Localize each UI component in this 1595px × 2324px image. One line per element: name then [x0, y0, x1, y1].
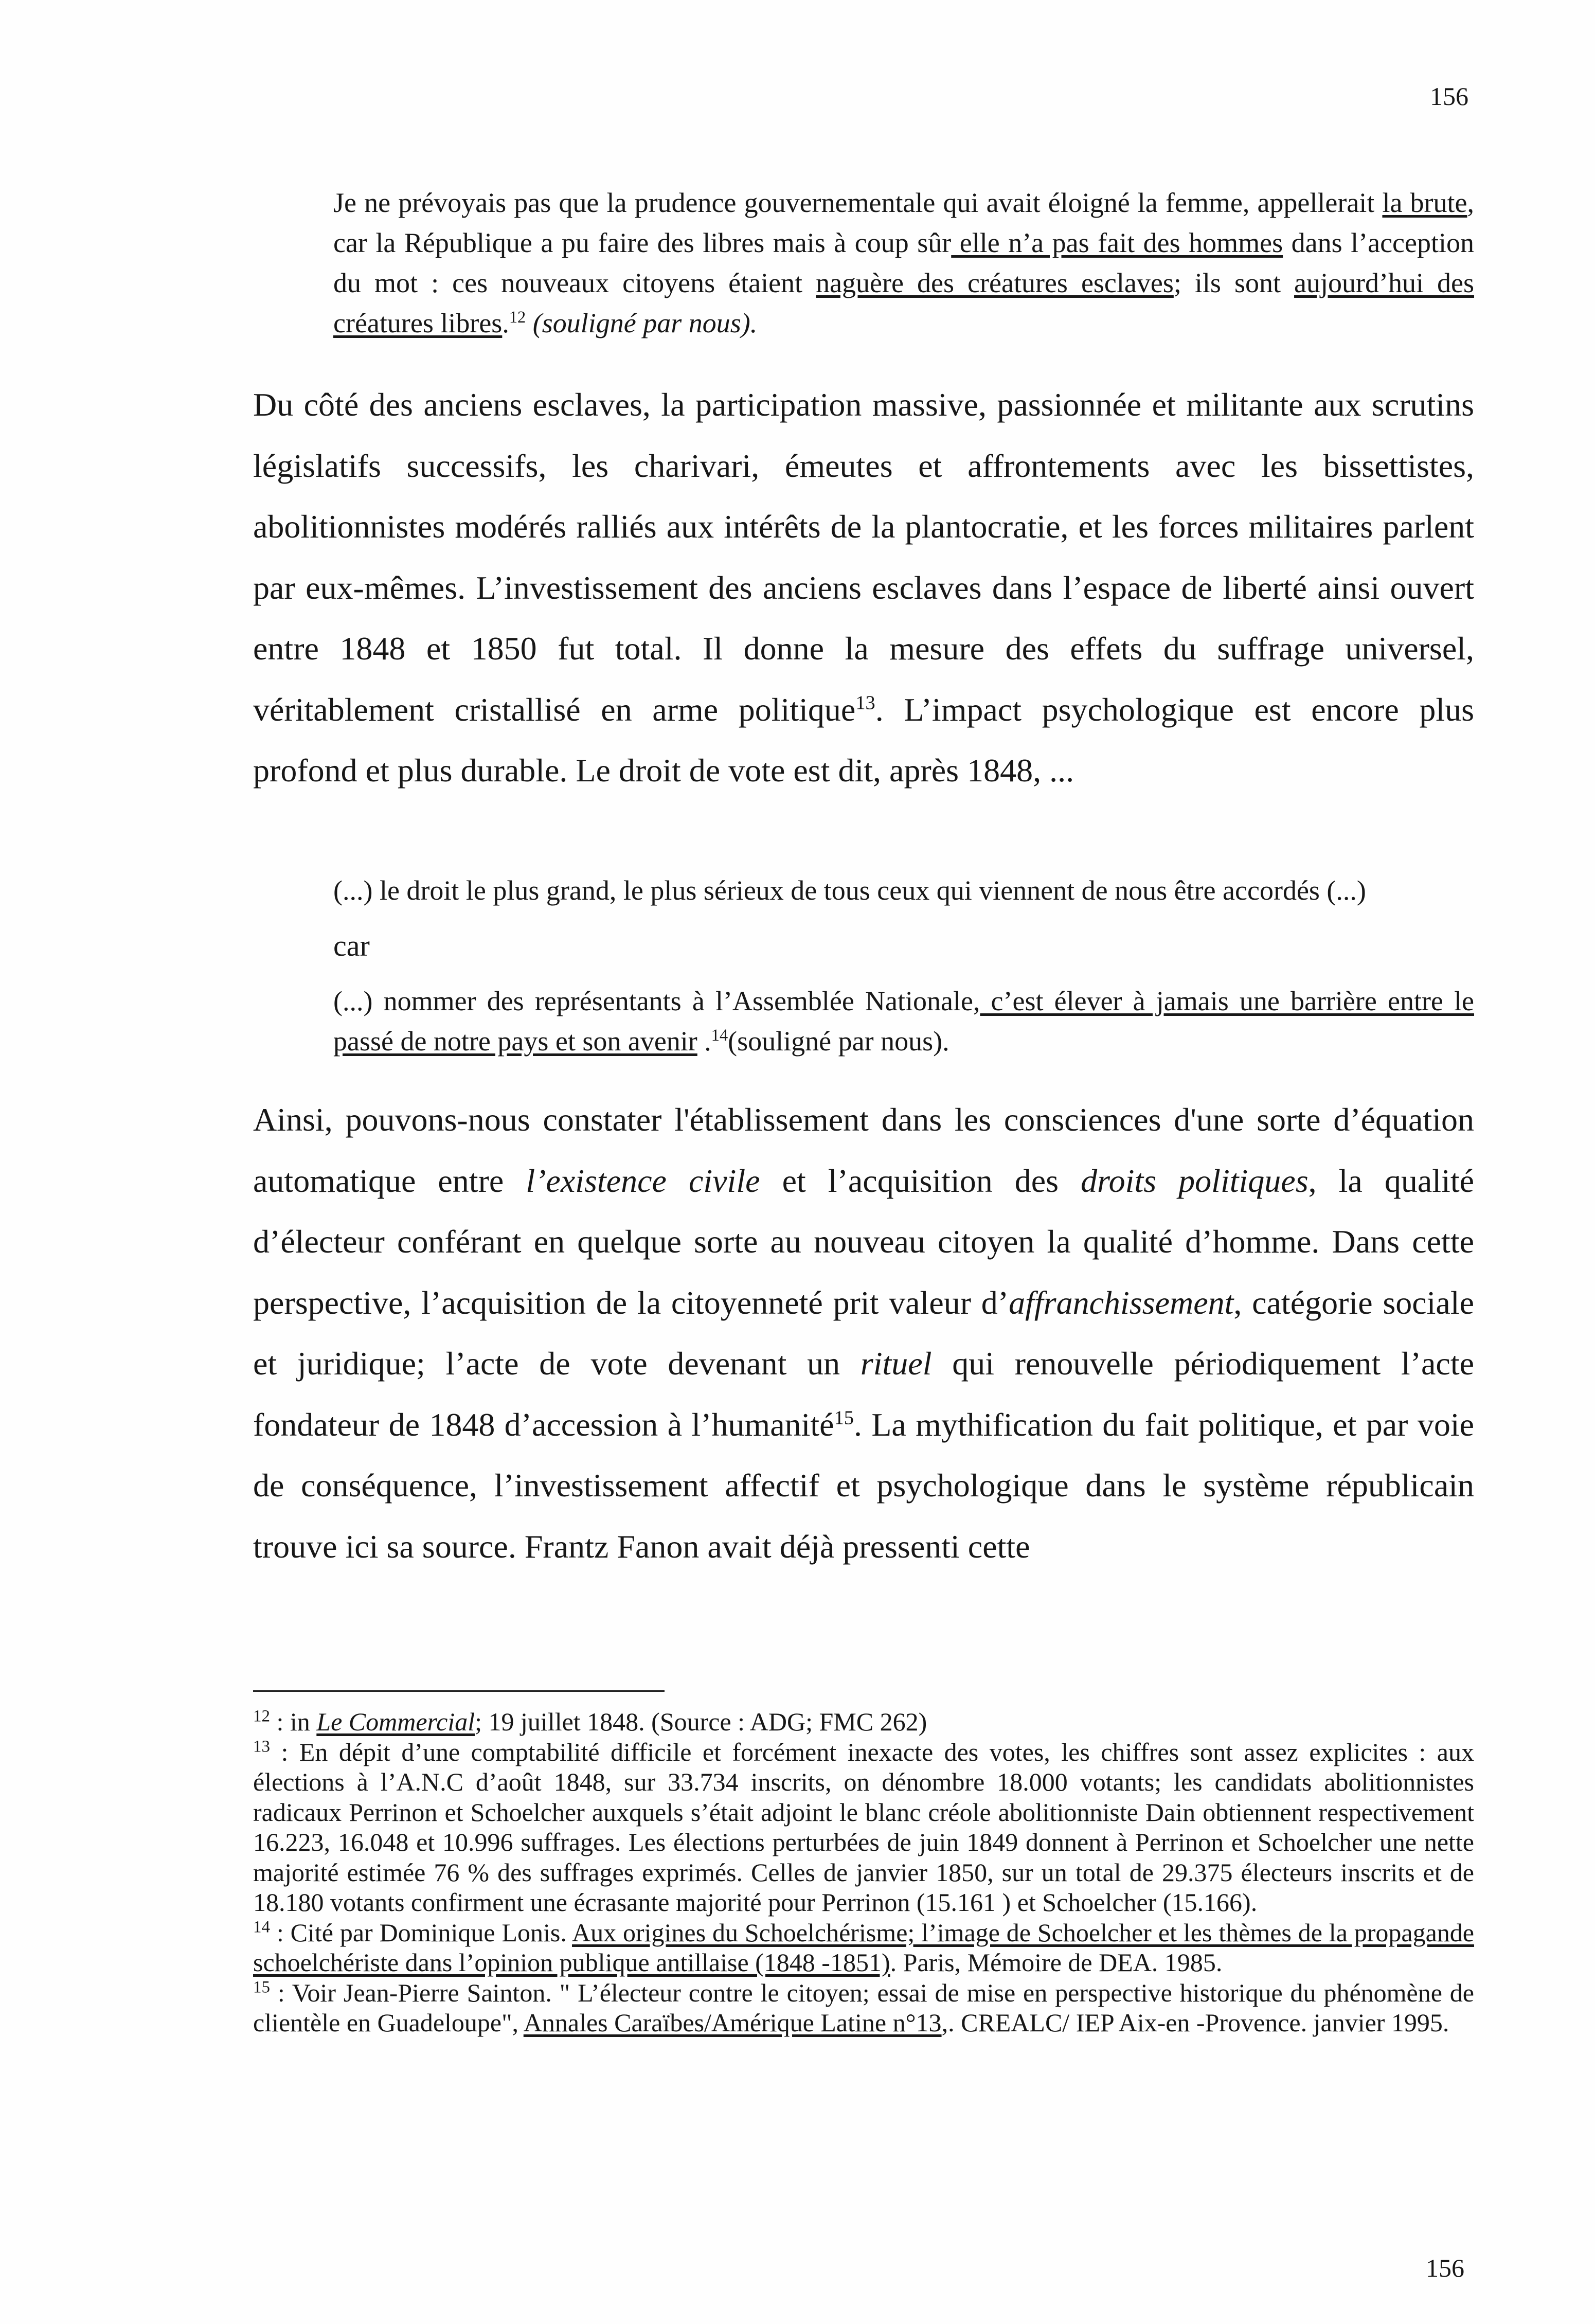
quote1-underline: elle n’a pas fait des hommes: [951, 227, 1283, 258]
italic-term: droits politiques: [1081, 1162, 1309, 1199]
footnote-source-title: Aux origines du Schoelchérisme; l’image de Schoelcher et les thèmes de la propagande schoelchériste dans l’opinion publique antillaise (1848 -1851): [253, 1918, 1475, 1977]
quote2-attribution: (souligné par nous).: [728, 1026, 949, 1057]
paragraph-text: Du côté des anciens esclaves, la participation massive, passionnée et militante aux scrutins législatifs successifs, les charivari, émeutes et affrontements avec les bissettistes, abolitionnistes modérés ralliés aux intérêts de la plantocratie, et les forces militaires parlent par eux-mêmes. L’investissement des anciens esclaves dans l’espace de liberté ainsi ouvert entre 1848 et 1850 fut total. Il donne la mesure des effets du suffrage universel, véritablement cristallisé en arme politique: [253, 386, 1474, 728]
quote2-connector: car: [333, 929, 370, 962]
page-number-bottom: 156: [1426, 2254, 1464, 2282]
quote2-text: .: [697, 1026, 711, 1057]
footnote-number: 15: [253, 1977, 270, 1996]
italic-term: l’existence civile: [526, 1162, 760, 1199]
quote1-text: [526, 308, 533, 338]
body-paragraph-1: [253, 374, 1474, 801]
quote1-text: , car la République a pu faire des libres mais à coup sûr: [333, 187, 1474, 258]
footnote-text: ,. CREALC/ IEP Aix-en -Provence. janvier 1995.: [941, 2008, 1449, 2037]
footnote-source-title: Le Commercial: [316, 1707, 475, 1736]
footnote-text: : Voir Jean-Pierre Sainton. " L’électeur contre le citoyen; essai de mise en perspective historique du phénomène de clientèle en Guadeloupe",: [253, 1978, 1474, 2037]
paragraph-text: , catégorie sociale et juridique; l’acte de vote devenant un: [253, 1284, 1475, 1382]
quote1-text: Je ne prévoyais pas que la prudence gouvernementale qui avait éloigné la femme, appellerait: [333, 187, 1383, 218]
footnote-text: . Paris, Mémoire de DEA. 1985.: [890, 1948, 1223, 1977]
footnote-divider: [253, 1690, 665, 1692]
footnote-ref-12[interactable]: 12: [509, 308, 526, 327]
footnote-13: [253, 1737, 1474, 1918]
footnote-number: 13: [253, 1737, 270, 1756]
footnote-12: [253, 1707, 1474, 1737]
paragraph-text: qui renouvelle périodiquement l’acte fondateur de 1848 d’accession à l’humanité: [253, 1345, 1475, 1443]
footnote-15: [253, 1978, 1474, 2038]
footnotes: [253, 1707, 1474, 2038]
footnote-14: [253, 1918, 1474, 1978]
italic-term: affranchissement: [1009, 1284, 1234, 1321]
quote2-line-2: [333, 981, 1474, 1061]
footnote-number: 14: [253, 1917, 270, 1936]
quote1-underline: la brute: [1382, 187, 1467, 218]
quote2-text: (...) nommer des représentants à l’Assemblée Nationale,: [333, 986, 980, 1016]
block-quote-1: [333, 183, 1474, 343]
paragraph-text: , la qualité d’électeur conférant en quelque sorte au nouveau citoyen la qualité d’homme. Dans cette perspective, l’acquisition de la citoyenneté prit valeur d’: [253, 1162, 1475, 1321]
italic-term: rituel: [860, 1345, 932, 1382]
footnote-number: 12: [253, 1707, 270, 1726]
paragraph-text: . L’impact psychologique est encore plus profond et plus durable. Le droit de vote est dit, après 1848, ...: [253, 691, 1475, 789]
footnote-text: : Cité par Dominique Lonis.: [270, 1918, 572, 1947]
paragraph-text: . La mythification du fait politique, et par voie de conséquence, l’investissement affectif et psychologique dans le système républicain trouve ici sa source. Frantz Fanon avait déjà pressenti cette: [253, 1406, 1475, 1565]
quote1-text: .: [502, 308, 509, 338]
quote1-attribution: (souligné par nous).: [532, 308, 758, 338]
quote2-underline: c’est élever à jamais une barrière entre le passé de notre pays et son avenir: [333, 986, 1475, 1057]
footnote-text: ; 19 juillet 1848. (Source : ADG; FMC 262): [475, 1707, 927, 1736]
footnote-source-title: Annales Caraïbes/Amérique Latine n°13: [523, 2008, 942, 2037]
footnote-ref-15[interactable]: 15: [834, 1407, 854, 1429]
page-number-top: 156: [1430, 82, 1468, 111]
quote2-line-1: (...) le droit le plus grand, le plus sérieux de tous ceux qui viennent de nous être accordés (...): [333, 875, 1366, 906]
footnote-ref-14[interactable]: 14: [711, 1026, 728, 1045]
quote1-text: ; ils sont: [1173, 267, 1295, 298]
quote1-underline: aujourd’hui des créatures libres: [333, 267, 1475, 338]
quote1-text: dans l’acception du mot : ces nouveaux citoyens étaient: [333, 227, 1474, 298]
paragraph-text: et l’acquisition des: [760, 1162, 1081, 1199]
quote1-underline: naguère des créatures esclaves: [816, 267, 1174, 298]
footnote-text: : in: [270, 1707, 317, 1736]
body-paragraph-2: [253, 1089, 1474, 1577]
footnote-ref-13[interactable]: 13: [855, 692, 875, 714]
footnote-text: : En dépit d’une comptabilité difficile et forcément inexacte des votes, les chiffres sont assez explicites : aux élections à l’A.N.C d’août 1848, sur 33.734 inscrits, on dénombre 18.000 votants; les candidats abolitionnistes radicaux Perrinon et Schoelcher auxquels s’était adjoint le blanc créole abolitionniste Dain obtiennent respectivement 16.223, 16.048 et 10.996 suffrages. Les élections perturbées de juin 1849 donnent à Perrinon et Schoelcher une nette majorité estimée 76 % des suffrages exprimés. Celles de janvier 1850, sur un total de 29.375 électeurs inscrits et de 18.180 votants confirment une écrasante majorité pour Perrinon (15.161 ) et Schoelcher (15.166).: [253, 1737, 1474, 1917]
paragraph-text: Ainsi, pouvons-nous constater l'établissement dans les consciences d'une sorte d’équation automatique entre: [253, 1101, 1474, 1199]
